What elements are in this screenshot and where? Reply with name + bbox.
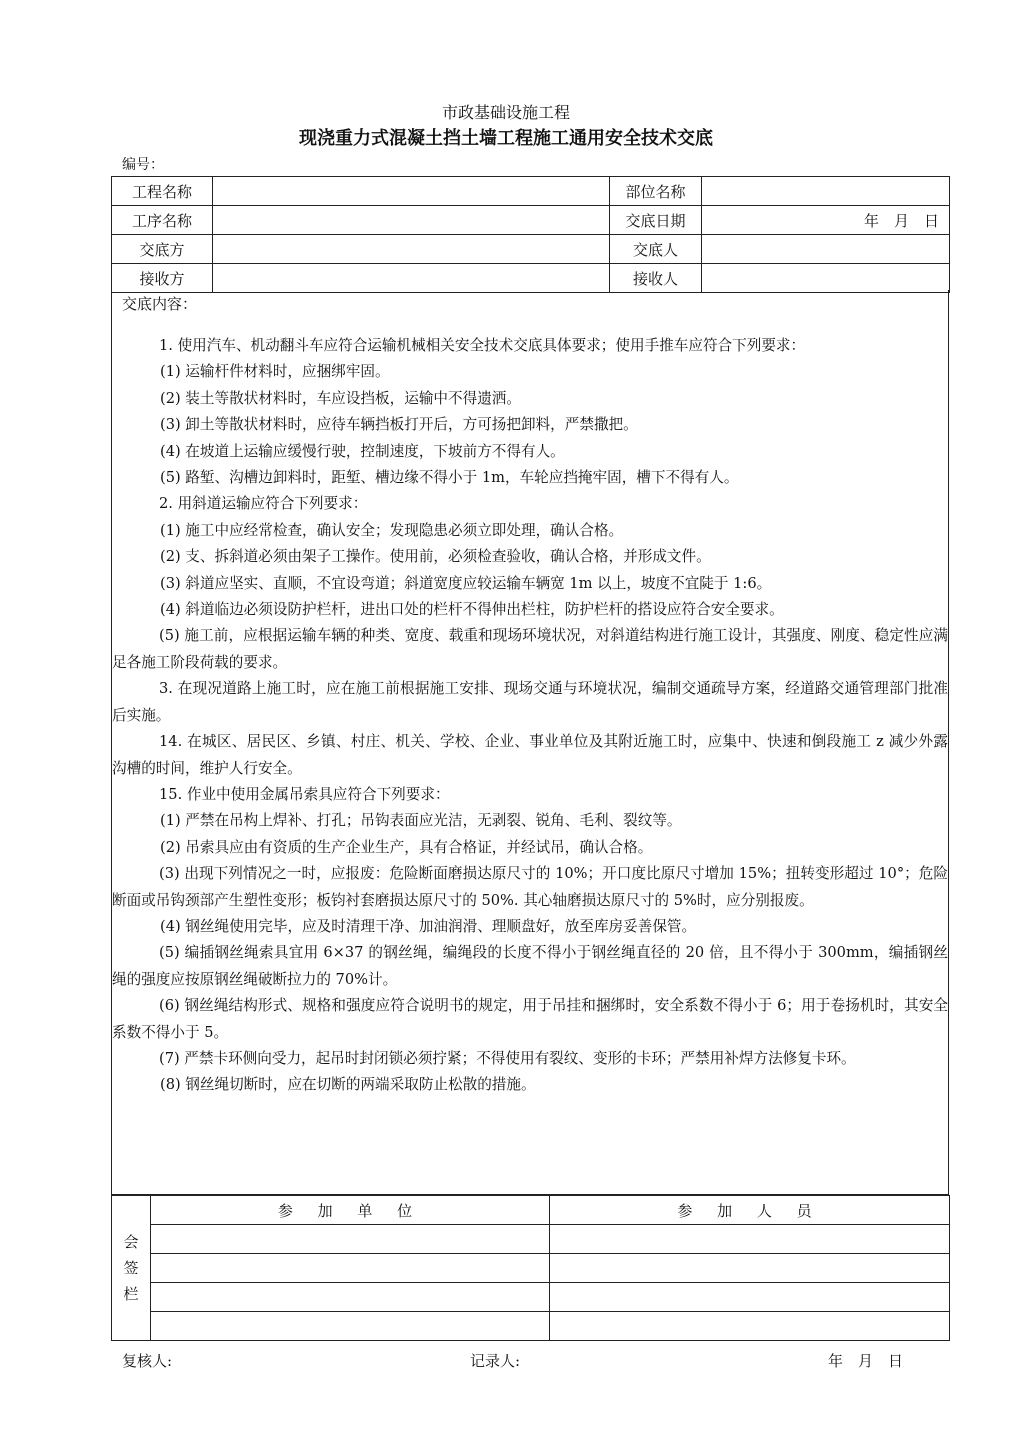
receiver-label: 接收人: [610, 264, 702, 293]
content-paragraph: (1) 运输杆件材料时，应捆绑牢固。: [160, 363, 390, 381]
content-paragraph: (2) 吊索具应由有资质的生产企业生产，具有合格证，并经试吊，确认合格。: [160, 838, 653, 856]
signature-side-text: 会签栏: [123, 1233, 139, 1303]
receiver-party-field[interactable]: [213, 264, 610, 293]
signature-row: [112, 1283, 950, 1312]
content-paragraph: (6) 钢丝绳结构形式、规格和强度应符合说明书的规定，用于吊挂和捆绑时，安全系数不得小于 6；用于卷扬机时，其安全系数不得小于 5。: [112, 997, 948, 1041]
footer-date: 年 月 日: [828, 1352, 904, 1370]
recorder-label: 记录人:: [470, 1352, 521, 1370]
content-paragraph: 3. 在现况道路上施工时，应在施工前根据施工安排、现场交通与环境状况，编制交通疏导方案，经道路交通管理部门批准后实施。: [112, 680, 948, 724]
content-paragraph: 14. 在城区、居民区、乡镇、村庄、机关、学校、企业、事业单位及其附近施工时，应集中、快速和倒段施工 z 减少外露沟槽的时间，维护人行安全。: [112, 733, 948, 777]
unit-header: 参 加 单 位: [151, 1196, 550, 1225]
content-paragraph: (5) 施工前，应根据运输车辆的种类、宽度、载重和现场环境状况，对斜道结构进行施工设计，其强度、刚度、稳定性应满足各施工阶段荷载的要求。: [112, 627, 948, 671]
date-field[interactable]: 年 月 日: [702, 206, 950, 235]
content-paragraph: (3) 斜道应坚实、直顺，不宜设弯道；斜道宽度应较运输车辆宽 1m 以上，坡度不宜陡于 1:6。: [160, 574, 772, 592]
unit-cell[interactable]: [151, 1225, 550, 1254]
content-box: [111, 290, 949, 1195]
giver-party-label: 交底方: [112, 235, 213, 264]
unit-cell[interactable]: [151, 1312, 550, 1341]
content-label: 交底内容：: [122, 295, 198, 313]
project-name-label: 工程名称: [112, 177, 213, 206]
info-row-receiver: [112, 264, 950, 293]
content-paragraph: (5) 路堑、沟槽边卸料时，距堑、槽边缘不得小于 1m，车轮应挡掩牢固，槽下不得有人。: [160, 469, 739, 487]
project-name-field[interactable]: [213, 177, 610, 206]
person-cell[interactable]: [550, 1225, 950, 1254]
unit-cell[interactable]: [151, 1283, 550, 1312]
content-paragraph: (4) 钢丝绳使用完毕，应及时清理干净、加油润滑、理顺盘好，放至库房妥善保管。: [160, 917, 697, 935]
unit-cell[interactable]: [151, 1254, 550, 1283]
info-row-process: [112, 206, 950, 235]
content-paragraph: (7) 严禁卡环侧向受力，起吊时封闭锁必须拧紧；不得使用有裂纹、变形的卡环；严禁用补焊方法修复卡环。: [159, 1049, 856, 1067]
content-paragraph: (3) 卸土等散状材料时，应待车辆挡板打开后，方可扬把卸料，严禁撒把。: [160, 416, 638, 434]
content-paragraph: (2) 支、拆斜道必须由架子工操作。使用前，必须检查验收，确认合格，并形成文件。: [160, 548, 711, 566]
content-paragraph: (3) 出现下列情况之一时，应报废：危险断面磨损达原尺寸的 10%；开口度比原尺寸增加 15%；扭转变形超过 10°；危险断面或吊钩颈部产生塑性变形；板钧衬套磨损达原尺寸的 50%. 其心轴磨损达原尺寸的 5%时，应分别报废。: [112, 865, 948, 909]
giver-party-field[interactable]: [213, 235, 610, 264]
person-cell[interactable]: [550, 1312, 950, 1341]
content-paragraph: (1) 施工中应经常检查，确认安全；发现隐患必须立即处理，确认合格。: [160, 521, 624, 539]
receiver-field[interactable]: [702, 264, 950, 293]
signature-header-row: [112, 1196, 950, 1225]
signature-side-label: [112, 1196, 151, 1341]
process-name-field[interactable]: [213, 206, 610, 235]
content-paragraph: (8) 钢丝绳切断时，应在切断的两端采取防止松散的措施。: [160, 1076, 536, 1094]
content-paragraph: (5) 编插钢丝绳索具宜用 6×37 的钢丝绳，编绳段的长度不得小于钢丝绳直径的 20 倍，且不得小于 300mm，编插钢丝绳的强度应按原钢丝绳破断拉力的 70%计。: [112, 944, 948, 988]
person-cell[interactable]: [550, 1254, 950, 1283]
signature-table: [111, 1195, 950, 1341]
content-paragraph: (1) 严禁在吊构上焊补、打孔；吊钩表面应光洁，无剥裂、锐角、毛利、裂纹等。: [160, 812, 682, 830]
section-name-field[interactable]: [702, 177, 950, 206]
content-paragraph: 1. 使用汽车、机动翻斗车应符合运输机械相关安全技术交底具体要求；使用手推车应符合下列要求：: [159, 337, 806, 354]
section-name-label: 部位名称: [610, 177, 702, 206]
document-title: 现浇重力式混凝土挡土墙工程施工通用安全技术交底: [299, 128, 713, 149]
info-row-giver: [112, 235, 950, 264]
content-paragraph: 2. 用斜道运输应符合下列要求：: [159, 495, 368, 513]
signature-row: [112, 1225, 950, 1254]
signature-row: [112, 1312, 950, 1341]
person-cell[interactable]: [550, 1283, 950, 1312]
content-body: [112, 333, 948, 1099]
reviewer-label: 复核人:: [122, 1352, 173, 1370]
content-paragraph: (4) 在坡道上运输应缓慢行驶，控制速度，下坡前方不得有人。: [160, 442, 565, 460]
date-label: 交底日期: [610, 206, 702, 235]
giver-field[interactable]: [702, 235, 950, 264]
document-number-label: 编号：: [122, 157, 164, 173]
content-paragraph: 15. 作业中使用金属吊索具应符合下列要求：: [159, 785, 450, 803]
giver-label: 交底人: [610, 235, 702, 264]
content-paragraph: (2) 装土等散状材料时，车应设挡板，运输中不得遗洒。: [160, 389, 521, 407]
process-name-label: 工序名称: [112, 206, 213, 235]
content-paragraph: (4) 斜道临边必须设防护栏杆，进出口处的栏杆不得伸出栏柱，防护栏杆的搭设应符合安全要求。: [160, 601, 784, 619]
receiver-party-label: 接收方: [112, 264, 213, 293]
info-table: [111, 176, 950, 293]
info-row-project: [112, 177, 950, 206]
document-subtitle: 市政基础设施工程: [441, 103, 570, 122]
person-header: 参 加 人 员: [550, 1196, 950, 1225]
signature-row: [112, 1254, 950, 1283]
